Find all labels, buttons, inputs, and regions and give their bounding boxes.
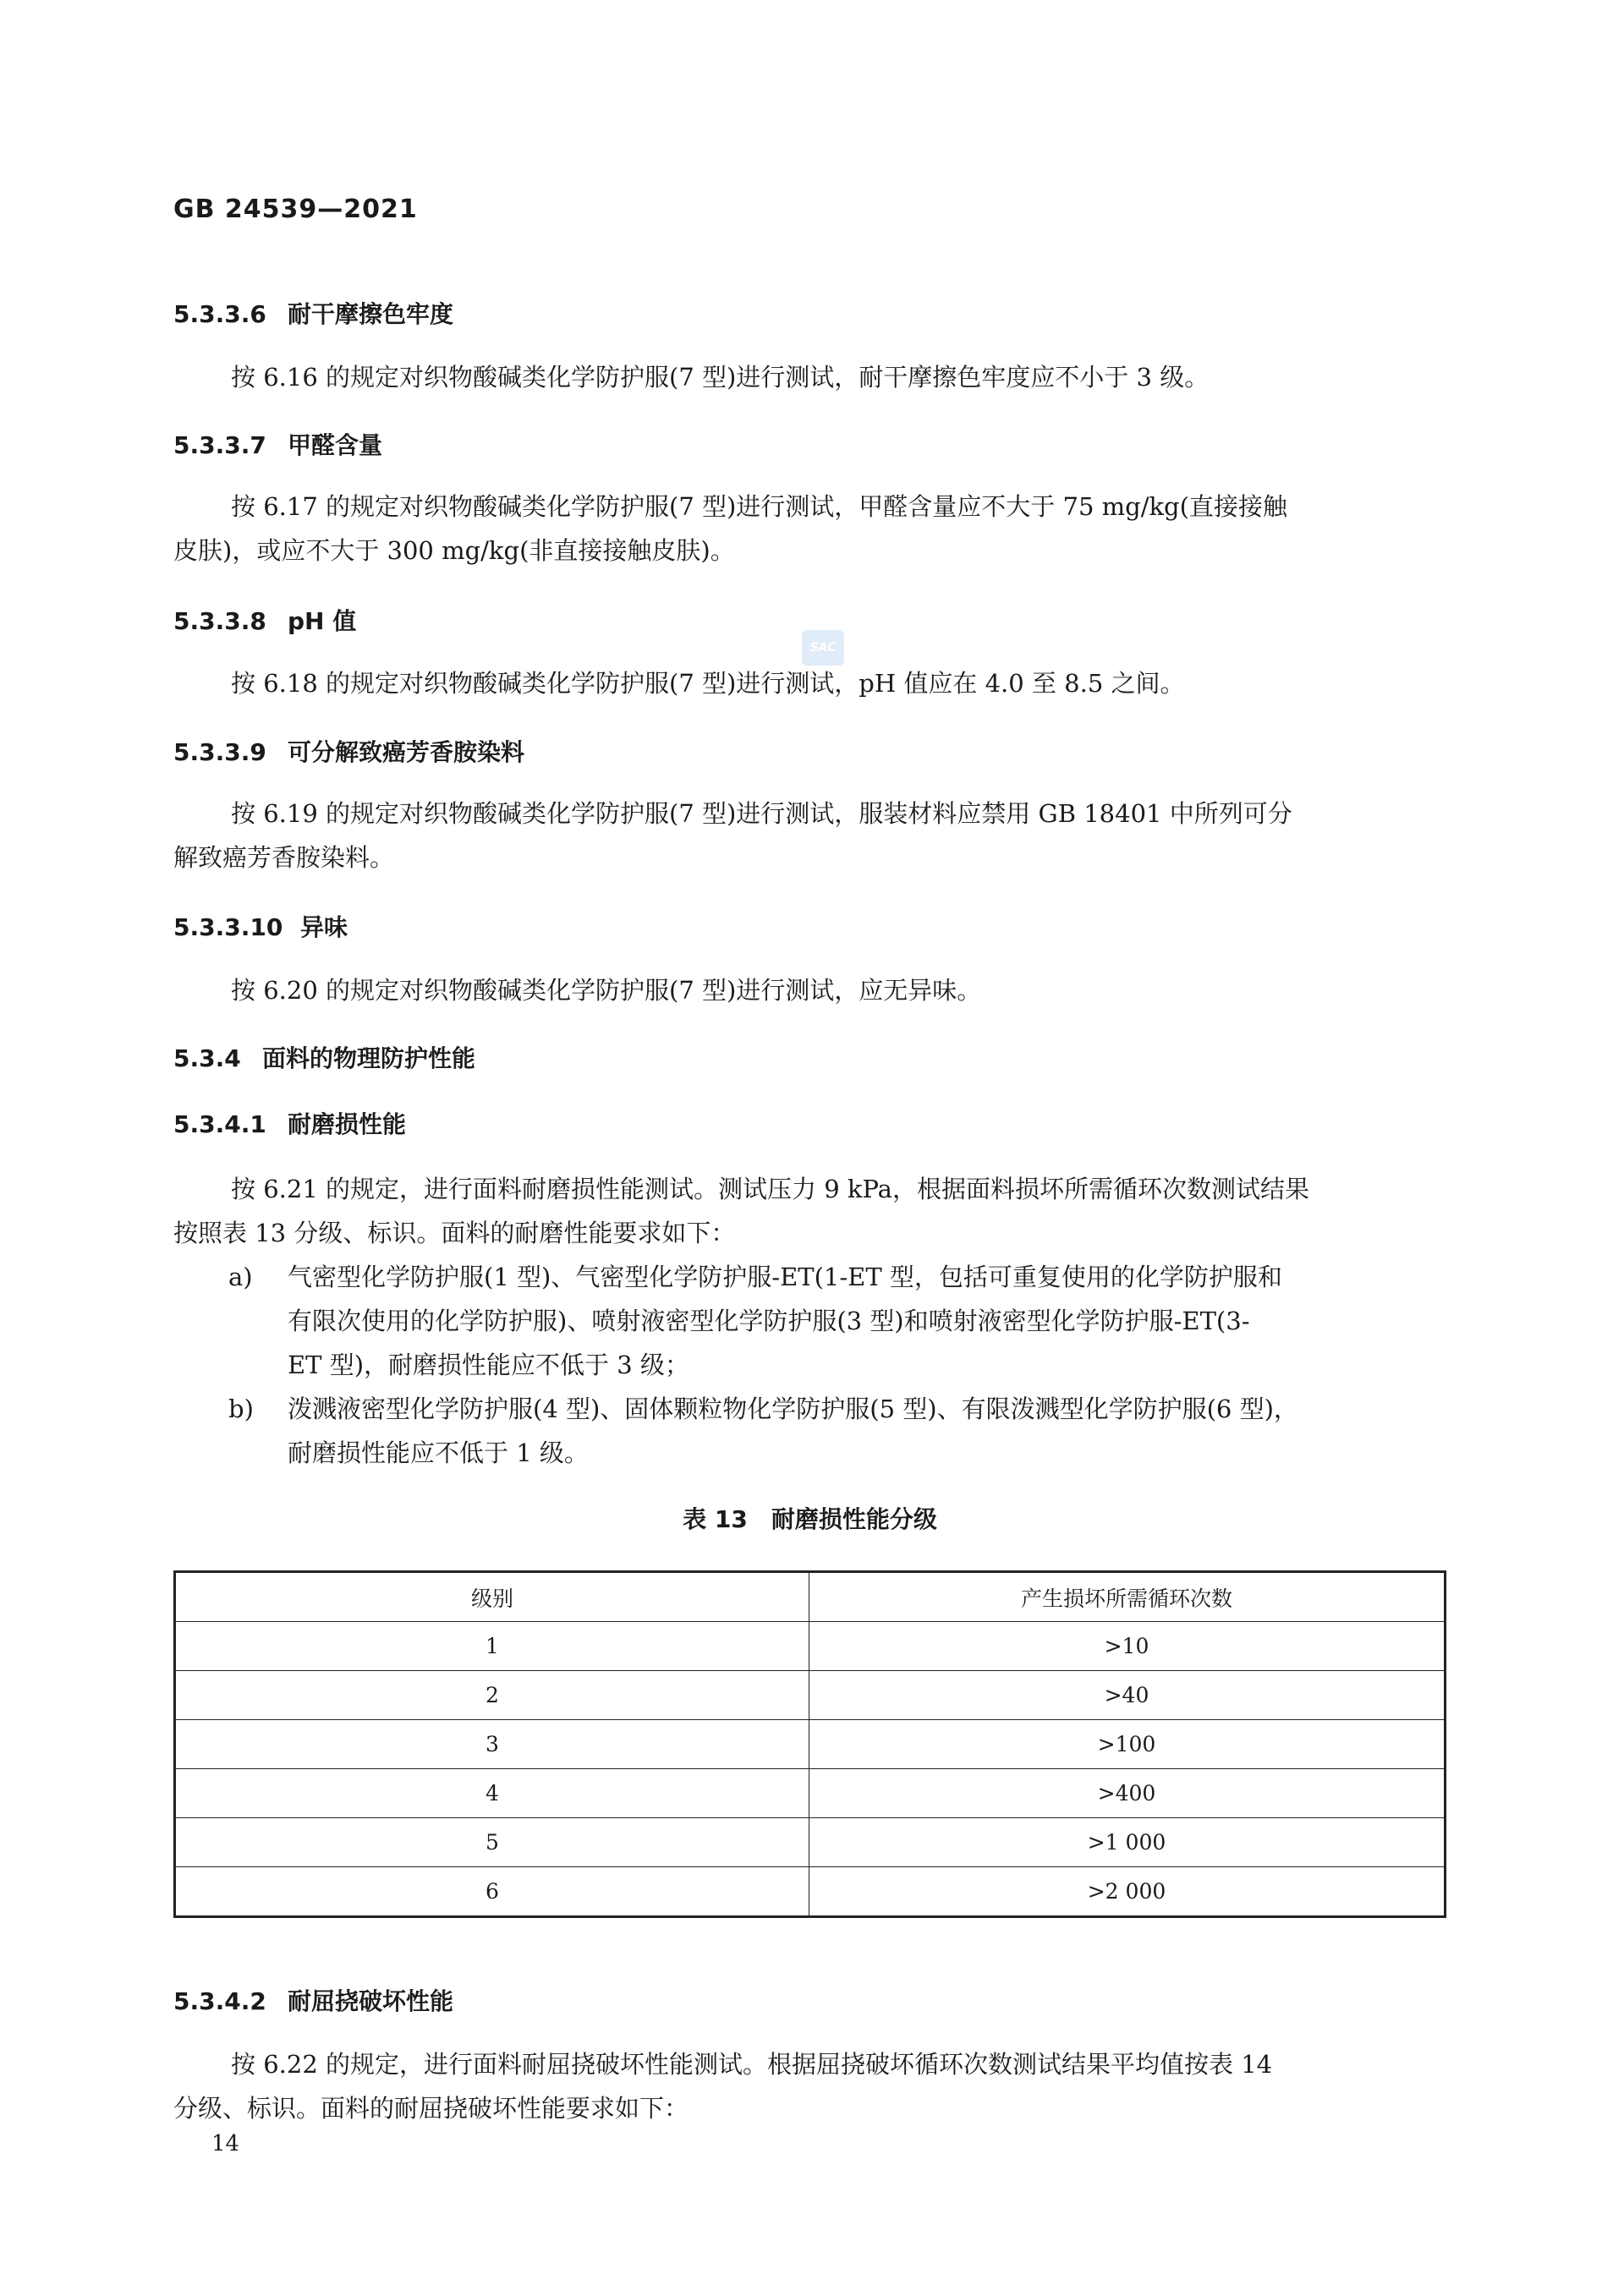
sac-watermark: SAC [802,630,844,666]
table-row [175,1769,1446,1818]
list-label: a) [228,1263,253,1291]
section-heading-53310 [173,909,348,943]
cell-grade: 1 [175,1622,809,1671]
cell-grade: 6 [175,1867,809,1917]
section-title: 耐屈挠破坏性能 [288,1987,454,2015]
paragraph-5342-line2: 分级、标识。面料的耐屈挠破坏性能要求如下： [173,2094,689,2123]
paragraph-5341-line2: 按照表 13 分级、标识。面料的耐磨性能要求如下： [173,1219,736,1247]
section-heading-5336 [173,296,453,330]
section-heading-534 [173,1040,475,1074]
header-grade: 级别 [175,1572,809,1622]
cell-grade: 4 [175,1769,809,1818]
section-title: 可分解致癌芳香胺染料 [288,738,525,766]
table-row [175,1671,1446,1720]
list-line: 耐磨损性能应不低于 1 级。 [288,1438,589,1467]
abrasion-grade-table [173,1570,1446,1918]
section-number: 5.3.3.9 [173,738,266,766]
section-number: 5.3.3.8 [173,607,266,635]
paragraph-5339-line1: 按 6.19 的规定对织物酸碱类化学防护服(7 型)进行测试，服装材料应禁用 GB 18401 中所列可分 [231,799,1292,828]
section-number: 5.3.4.1 [173,1110,266,1138]
list-line: ET 型)，耐磨损性能应不低于 3 级； [288,1351,689,1379]
section-heading-5337 [173,427,382,461]
paragraph-5336: 按 6.16 的规定对织物酸碱类化学防护服(7 型)进行测试，耐干摩擦色牢度应不小于 3 级。 [231,363,1210,392]
section-heading-5339 [173,734,524,768]
paragraph-5342-line1: 按 6.22 的规定，进行面料耐屈挠破坏性能测试。根据屈挠破坏循环次数测试结果平均值按表 14 [231,2050,1273,2079]
section-title: 耐磨损性能 [288,1110,407,1138]
list-line: 有限次使用的化学防护服)、喷射液密型化学防护服(3 型)和喷射液密型化学防护服-ET(3- [288,1307,1250,1335]
section-title: 耐干摩擦色牢度 [288,300,454,328]
cell-cycles: >40 [809,1671,1446,1720]
cell-cycles: >10 [809,1622,1446,1671]
list-line: 泼溅液密型化学防护服(4 型)、固体颗粒物化学防护服(5 型)、有限泼溅型化学防护服(6 型)， [288,1395,1298,1423]
cell-cycles: >100 [809,1720,1446,1769]
cell-grade: 5 [175,1818,809,1867]
section-number: 5.3.3.6 [173,300,266,328]
section-heading-5342 [173,1983,453,2017]
section-title: 异味 [300,913,348,941]
section-number: 5.3.4 [173,1044,241,1072]
header-cycles: 产生损坏所需循环次数 [809,1572,1446,1622]
paragraph-5337-line1: 按 6.17 的规定对织物酸碱类化学防护服(7 型)进行测试，甲醛含量应不大于 75 mg/kg(直接接触 [231,492,1287,521]
table-row [175,1622,1446,1671]
section-title: 面料的物理防护性能 [262,1044,476,1072]
document-header: GB 24539—2021 [173,195,418,224]
table-row [175,1867,1446,1917]
section-number: 5.3.3.10 [173,913,283,941]
cell-grade: 2 [175,1671,809,1720]
paragraph-5339-line2: 解致癌芳香胺染料。 [173,843,395,872]
paragraph-5341-line1: 按 6.21 的规定，进行面料耐磨损性能测试。测试压力 9 kPa，根据面料损坏所需循环次数测试结果 [231,1175,1309,1203]
list-label: b) [228,1395,254,1423]
list-line: 气密型化学防护服(1 型)、气密型化学防护服-ET(1-ET 型，包括可重复使用的化学防护服和 [288,1263,1282,1291]
section-heading-5338 [173,603,356,637]
section-number: 5.3.3.7 [173,431,266,459]
paragraph-5337-line2: 皮肤)，或应不大于 300 mg/kg(非直接接触皮肤)。 [173,536,735,565]
section-heading-5341 [173,1106,406,1140]
cell-grade: 3 [175,1720,809,1769]
cell-cycles: >400 [809,1769,1446,1818]
section-number: 5.3.4.2 [173,1987,266,2015]
paragraph-53310: 按 6.20 的规定对织物酸碱类化学防护服(7 型)进行测试，应无异味。 [231,976,982,1005]
cell-cycles: >1 000 [809,1818,1446,1867]
table-caption: 表 13 耐磨损性能分级 [683,1505,937,1533]
page-number: 14 [211,2131,240,2156]
table-header-row [175,1572,1446,1622]
section-title: 甲醛含量 [288,431,383,459]
paragraph-5338: 按 6.18 的规定对织物酸碱类化学防护服(7 型)进行测试，pH 值应在 4.0 至 8.5 之间。 [231,669,1185,698]
section-title: pH 值 [288,607,357,635]
table-row [175,1720,1446,1769]
table-row [175,1818,1446,1867]
cell-cycles: >2 000 [809,1867,1446,1917]
